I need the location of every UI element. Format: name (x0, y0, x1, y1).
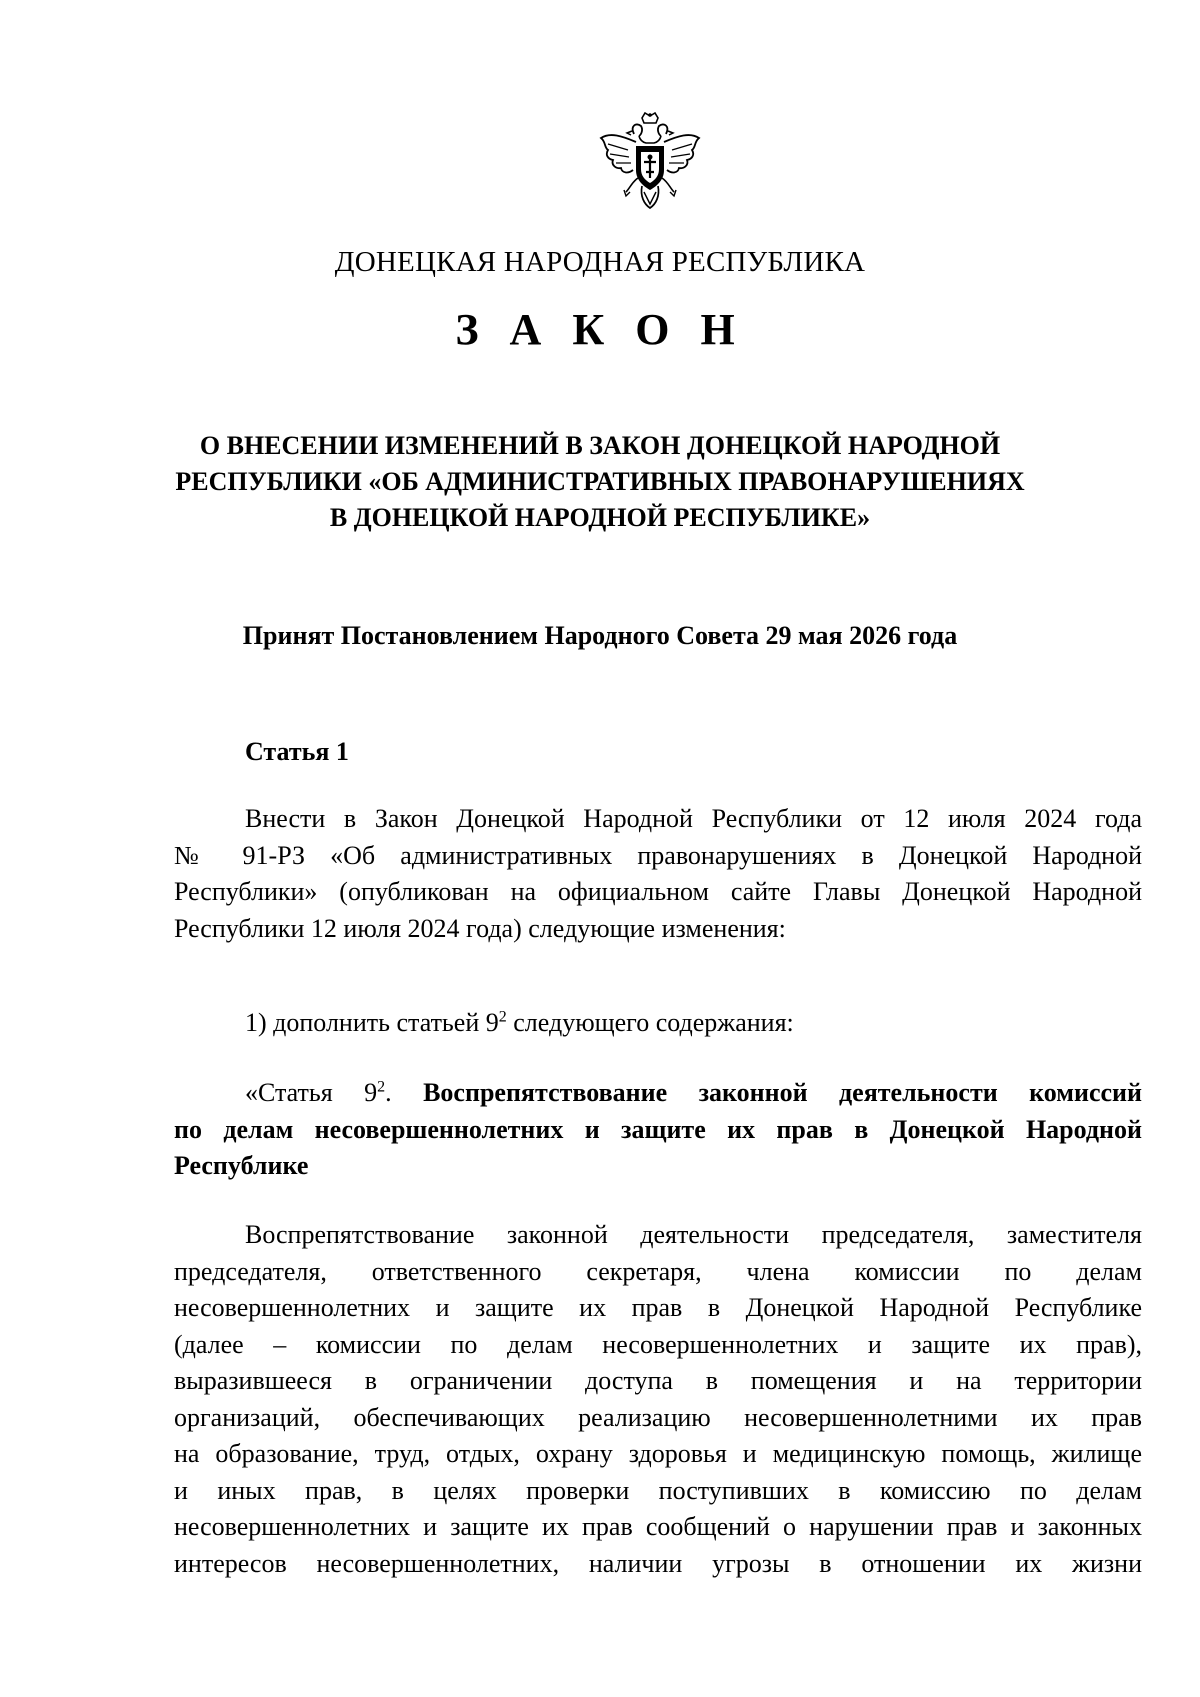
document-type: З А К О Н (455, 305, 745, 354)
superscript: 2 (498, 1008, 507, 1026)
paragraph-line: выразившееся в ограничении доступа в помещения и на территории (174, 1366, 1142, 1395)
coat-of-arms-emblem-icon (596, 112, 704, 220)
paragraph-line: Республики» (опубликован на официальном сайте Главы Донецкой Народной (174, 877, 1142, 906)
article-prefix: «Статья 9 (245, 1078, 378, 1107)
intro-paragraph (174, 801, 1142, 947)
article-title-line: по делам несовершеннолетних и защите их прав в Донецкой Народной (174, 1114, 1142, 1144)
paragraph-line: несовершеннолетних и защите их прав в Донецкой Народной Республике (174, 1293, 1142, 1322)
article-prefix-dot: . (385, 1078, 424, 1107)
article-body-paragraph (174, 1217, 1142, 1582)
paragraph-line: Внести в Закон Донецкой Народной Республики от 12 июля 2024 года (245, 804, 1142, 833)
item-text: следующего содержания: (506, 1008, 794, 1037)
paragraph-line: (далее – комиссии по делам несовершеннолетних и защите их прав), (174, 1329, 1142, 1359)
paragraph-line: и иных прав, в целях проверки поступивших в комиссию по делам (174, 1475, 1142, 1505)
article-title: Воспрепятствование законной деятельности комиссий (423, 1078, 1142, 1107)
paragraph-line: несовершеннолетних и защите их прав сообщений о нарушении прав и законных (174, 1512, 1142, 1541)
paragraph-line: Воспрепятствование законной деятельности председателя, заместителя (245, 1220, 1142, 1249)
new-article-heading (174, 1075, 1142, 1185)
paragraph-line: интересов несовершеннолетних, наличии угрозы в отношении их жизни (174, 1548, 1142, 1578)
paragraph-line: № 91-РЗ «Об административных правонарушениях в Донецкой Народной (174, 840, 1142, 870)
law-title-line: О ВНЕСЕНИИ ИЗМЕНЕНИЙ В ЗАКОН ДОНЕЦКОЙ НАРОДНОЙ (199, 431, 1001, 460)
law-title-line: РЕСПУБЛИКИ «ОБ АДМИНИСТРАТИВНЫХ ПРАВОНАРУШЕНИЯХ (175, 467, 1025, 496)
amendment-item-1 (174, 1005, 1142, 1042)
republic-name: ДОНЕЦКАЯ НАРОДНАЯ РЕСПУБЛИКА (334, 246, 866, 278)
paragraph-line: на образование, труд, отдых, охрану здоровья и медицинскую помощь, жилище (174, 1439, 1142, 1468)
paragraph-line (174, 1075, 1142, 1112)
article-heading: Статья 1 (245, 737, 349, 766)
paragraph-line: председателя, ответственного секретаря, члена комиссии по делам (174, 1256, 1142, 1286)
law-title-line: В ДОНЕЦКОЙ НАРОДНОЙ РЕСПУБЛИКЕ» (329, 503, 871, 532)
superscript: 2 (377, 1078, 386, 1096)
adoption-note: Принят Постановлением Народного Совета 29 мая 2026 года (242, 621, 958, 650)
paragraph-line: организаций, обеспечивающих реализацию несовершеннолетними их прав (174, 1402, 1142, 1432)
article-title-line: Республике (174, 1151, 309, 1180)
item-text: 1) дополнить статьей 9 (245, 1008, 499, 1037)
paragraph-line: Республики 12 июля 2024 года) следующие изменения: (174, 913, 786, 943)
law-title (130, 428, 1070, 536)
paragraph-line (174, 1005, 1142, 1042)
